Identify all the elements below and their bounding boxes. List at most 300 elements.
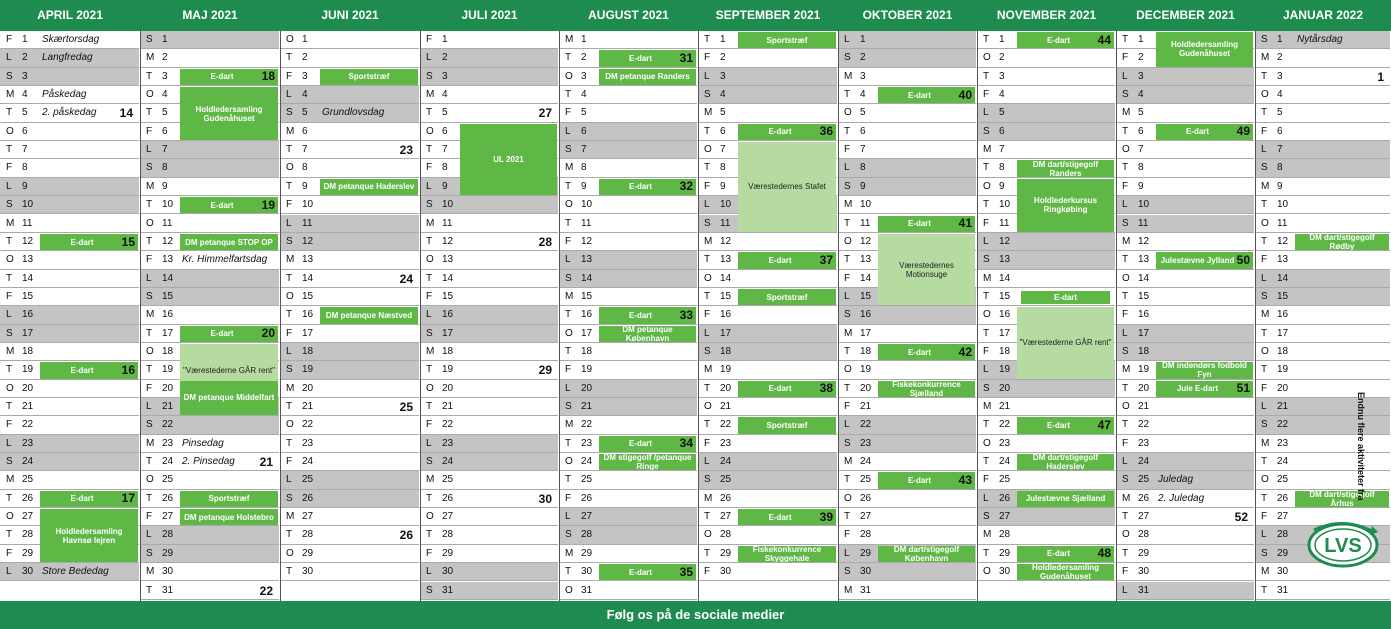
day-row[interactable]: [280, 325, 419, 343]
day-row[interactable]: [559, 288, 697, 306]
day-row[interactable]: [0, 270, 139, 288]
day-row[interactable]: [1116, 196, 1254, 214]
day-row[interactable]: [280, 343, 419, 361]
day-row[interactable]: [838, 178, 976, 196]
event-block[interactable]: [599, 179, 696, 195]
day-row[interactable]: [420, 233, 558, 251]
day-row[interactable]: [1116, 86, 1254, 104]
day-row[interactable]: [838, 141, 976, 159]
event-block[interactable]: [599, 564, 696, 580]
day-row[interactable]: [698, 471, 837, 489]
day-row[interactable]: [0, 31, 139, 49]
event-block[interactable]: [1017, 417, 1114, 433]
day-row[interactable]: [838, 159, 976, 177]
day-row[interactable]: [559, 215, 697, 233]
event-block[interactable]: [1017, 160, 1114, 176]
day-row[interactable]: [280, 380, 419, 398]
day-row[interactable]: [838, 582, 976, 600]
day-row[interactable]: [1255, 159, 1390, 177]
day-row[interactable]: [977, 49, 1115, 67]
day-row[interactable]: [140, 288, 279, 306]
day-row[interactable]: [420, 49, 558, 67]
day-row[interactable]: [1116, 68, 1254, 86]
day-row[interactable]: [420, 104, 558, 122]
day-row[interactable]: [1116, 343, 1254, 361]
day-row[interactable]: [1255, 306, 1390, 324]
day-row[interactable]: [698, 343, 837, 361]
day-row[interactable]: [1255, 361, 1390, 379]
event-block[interactable]: [599, 436, 696, 452]
day-row[interactable]: [140, 141, 279, 159]
event-block[interactable]: [738, 252, 836, 268]
day-row[interactable]: [280, 490, 419, 508]
day-row[interactable]: [420, 453, 558, 471]
day-row[interactable]: [1255, 251, 1390, 269]
day-row[interactable]: [1116, 159, 1254, 177]
day-row[interactable]: [0, 86, 139, 104]
day-row[interactable]: [0, 453, 139, 471]
day-row[interactable]: [698, 68, 837, 86]
event-block[interactable]: [1017, 179, 1114, 232]
day-row[interactable]: [1255, 196, 1390, 214]
day-row[interactable]: [420, 215, 558, 233]
event-label: DM petanque København: [622, 325, 673, 342]
day-row[interactable]: [280, 49, 419, 67]
day-row[interactable]: [977, 435, 1115, 453]
event-block[interactable]: [1295, 234, 1389, 250]
day-row[interactable]: [698, 233, 837, 251]
day-row[interactable]: [559, 123, 697, 141]
day-row[interactable]: [0, 306, 139, 324]
day-row[interactable]: [0, 325, 139, 343]
event-block[interactable]: [320, 179, 418, 195]
day-row[interactable]: [1255, 582, 1390, 600]
day-row[interactable]: [420, 196, 558, 214]
day-row[interactable]: [1255, 141, 1390, 159]
week-number: 1: [1377, 69, 1384, 84]
day-row[interactable]: [280, 563, 419, 581]
day-row[interactable]: [559, 31, 697, 49]
day-row[interactable]: [140, 435, 279, 453]
day-row[interactable]: [140, 270, 279, 288]
day-row[interactable]: [1116, 582, 1254, 600]
event-block[interactable]: [180, 87, 278, 140]
event-block[interactable]: [180, 326, 278, 342]
day-number: 23: [720, 437, 732, 449]
day-row[interactable]: [1255, 86, 1390, 104]
day-row[interactable]: [838, 104, 976, 122]
day-row[interactable]: [0, 288, 139, 306]
day-row[interactable]: [838, 563, 976, 581]
day-row[interactable]: [140, 453, 279, 471]
day-row[interactable]: [838, 508, 976, 526]
day-row[interactable]: [420, 526, 558, 544]
day-row[interactable]: [838, 123, 976, 141]
day-row[interactable]: [559, 526, 697, 544]
day-row[interactable]: [838, 435, 976, 453]
day-row[interactable]: [1116, 453, 1254, 471]
day-row[interactable]: [1116, 545, 1254, 563]
event-block[interactable]: [878, 472, 975, 488]
day-row[interactable]: [559, 490, 697, 508]
day-row[interactable]: [977, 86, 1115, 104]
day-row[interactable]: [1116, 233, 1254, 251]
day-row[interactable]: [1116, 398, 1254, 416]
day-row[interactable]: [977, 68, 1115, 86]
day-row[interactable]: [0, 49, 139, 67]
lvs-logo[interactable]: [1306, 520, 1380, 570]
weekday-letter: M: [1261, 566, 1270, 578]
day-row[interactable]: [0, 123, 139, 141]
day-row[interactable]: [698, 325, 837, 343]
day-row[interactable]: [559, 380, 697, 398]
day-row[interactable]: [1116, 288, 1254, 306]
day-row[interactable]: [1255, 288, 1390, 306]
event-block[interactable]: [320, 69, 418, 85]
day-row[interactable]: [140, 582, 279, 600]
day-row[interactable]: [698, 49, 837, 67]
day-row[interactable]: [280, 251, 419, 269]
day-row[interactable]: [1116, 270, 1254, 288]
day-row[interactable]: [1116, 435, 1254, 453]
event-block[interactable]: [878, 546, 975, 562]
day-row[interactable]: [280, 104, 419, 122]
day-number: 14: [22, 272, 34, 284]
day-row[interactable]: [1116, 471, 1254, 489]
day-row[interactable]: [1116, 178, 1254, 196]
event-block[interactable]: [40, 234, 138, 250]
day-row[interactable]: [1255, 123, 1390, 141]
day-row[interactable]: [420, 68, 558, 86]
event-block[interactable]: [1017, 564, 1114, 580]
day-row[interactable]: [1255, 31, 1390, 49]
event-block[interactable]: [878, 216, 975, 232]
day-row[interactable]: [280, 86, 419, 104]
day-row[interactable]: [140, 178, 279, 196]
day-row[interactable]: [838, 453, 976, 471]
day-row[interactable]: [1255, 270, 1390, 288]
day-row[interactable]: [420, 251, 558, 269]
day-row[interactable]: [280, 435, 419, 453]
weekday-letter: T: [1122, 125, 1129, 137]
day-row[interactable]: [559, 159, 697, 177]
day-row[interactable]: [559, 104, 697, 122]
day-row[interactable]: [838, 526, 976, 544]
day-row[interactable]: [0, 416, 139, 434]
day-row[interactable]: [1116, 526, 1254, 544]
day-row[interactable]: [698, 435, 837, 453]
day-row[interactable]: [280, 508, 419, 526]
day-row[interactable]: [698, 270, 837, 288]
day-row[interactable]: [140, 159, 279, 177]
event-block[interactable]: [180, 509, 278, 525]
day-row[interactable]: [420, 582, 558, 600]
event-block[interactable]: [878, 381, 975, 397]
day-row[interactable]: [698, 563, 837, 581]
day-row[interactable]: [838, 325, 976, 343]
day-row[interactable]: [698, 104, 837, 122]
day-row[interactable]: [838, 31, 976, 49]
day-row[interactable]: [698, 398, 837, 416]
event-block[interactable]: [738, 32, 836, 48]
day-row[interactable]: [977, 398, 1115, 416]
day-number: 21: [302, 401, 314, 412]
day-row[interactable]: [838, 416, 976, 434]
day-row[interactable]: [559, 508, 697, 526]
weekday-letter: T: [6, 492, 13, 504]
event-block[interactable]: [878, 87, 975, 103]
day-number: 7: [22, 144, 28, 156]
day-row[interactable]: [280, 416, 419, 434]
day-row[interactable]: [1255, 49, 1390, 67]
day-row[interactable]: [977, 270, 1115, 288]
day-row[interactable]: [838, 68, 976, 86]
day-row[interactable]: [420, 508, 558, 526]
day-row[interactable]: [0, 159, 139, 177]
day-row[interactable]: [559, 196, 697, 214]
day-row[interactable]: [0, 215, 139, 233]
day-row[interactable]: [0, 196, 139, 214]
day-row[interactable]: [1255, 104, 1390, 122]
day-row[interactable]: [140, 416, 279, 434]
day-row[interactable]: [977, 526, 1115, 544]
event-block[interactable]: [1156, 32, 1253, 67]
day-row[interactable]: [280, 453, 419, 471]
day-row[interactable]: [420, 343, 558, 361]
event-block[interactable]: [40, 509, 138, 562]
day-row[interactable]: [1116, 416, 1254, 434]
day-row[interactable]: [977, 471, 1115, 489]
day-row[interactable]: [838, 490, 976, 508]
day-row[interactable]: [280, 196, 419, 214]
day-row[interactable]: [280, 471, 419, 489]
day-row[interactable]: [559, 582, 697, 600]
day-row[interactable]: [0, 141, 139, 159]
day-row[interactable]: [1255, 325, 1390, 343]
day-row[interactable]: [559, 471, 697, 489]
event-week-number: 42: [958, 344, 972, 359]
event-block[interactable]: [320, 307, 418, 323]
event-block[interactable]: [1156, 381, 1253, 397]
day-number: 22: [162, 419, 174, 431]
event-block[interactable]: [40, 362, 138, 378]
day-row[interactable]: [0, 398, 139, 416]
event-block[interactable]: [738, 546, 836, 562]
day-row[interactable]: [0, 178, 139, 196]
day-row[interactable]: [1116, 215, 1254, 233]
event-block[interactable]: [738, 381, 836, 397]
event-week-number: 44: [1097, 32, 1111, 47]
day-row[interactable]: [977, 508, 1115, 526]
day-row[interactable]: [140, 251, 279, 269]
day-row[interactable]: [280, 288, 419, 306]
day-row[interactable]: [559, 545, 697, 563]
event-block[interactable]: [1021, 291, 1110, 304]
day-row[interactable]: [977, 233, 1115, 251]
day-row[interactable]: [838, 306, 976, 324]
day-row[interactable]: [420, 563, 558, 581]
week-number: 25: [399, 400, 413, 414]
day-row[interactable]: [280, 526, 419, 544]
event-block[interactable]: [1017, 32, 1114, 48]
day-row[interactable]: [1116, 325, 1254, 343]
day-row[interactable]: [559, 233, 697, 251]
event-block[interactable]: [738, 142, 836, 232]
day-row[interactable]: [420, 288, 558, 306]
day-row[interactable]: [1116, 490, 1254, 508]
day-row[interactable]: [559, 270, 697, 288]
footer-banner[interactable]: [0, 601, 1391, 629]
day-row[interactable]: [1255, 215, 1390, 233]
day-row[interactable]: [838, 49, 976, 67]
day-row[interactable]: [977, 104, 1115, 122]
day-row[interactable]: [977, 251, 1115, 269]
day-row[interactable]: [420, 31, 558, 49]
event-block[interactable]: [599, 454, 696, 470]
event-block[interactable]: [878, 234, 975, 305]
day-row[interactable]: [280, 123, 419, 141]
day-row[interactable]: [698, 526, 837, 544]
day-row[interactable]: [1255, 343, 1390, 361]
day-row[interactable]: [0, 68, 139, 86]
day-row[interactable]: [0, 435, 139, 453]
day-row[interactable]: [559, 141, 697, 159]
event-block[interactable]: [599, 326, 696, 342]
month-title: MAJ 2021: [182, 8, 238, 22]
day-row[interactable]: [1116, 306, 1254, 324]
day-number: 26: [1277, 492, 1289, 504]
event-block[interactable]: [599, 69, 696, 85]
day-row[interactable]: [1116, 563, 1254, 581]
day-row[interactable]: [420, 416, 558, 434]
day-row[interactable]: [420, 306, 558, 324]
day-row[interactable]: [698, 306, 837, 324]
event-block[interactable]: [738, 124, 836, 140]
day-row[interactable]: [0, 563, 139, 581]
day-row[interactable]: [420, 490, 558, 508]
weekday-letter: O: [6, 511, 14, 523]
day-row[interactable]: [977, 123, 1115, 141]
day-row[interactable]: [0, 380, 139, 398]
day-row[interactable]: [280, 141, 419, 159]
weekday-letter: F: [426, 162, 433, 174]
event-block[interactable]: [180, 197, 278, 213]
day-row[interactable]: [140, 545, 279, 563]
day-row[interactable]: [420, 361, 558, 379]
event-block[interactable]: [1156, 362, 1253, 378]
day-row[interactable]: [140, 471, 279, 489]
day-row[interactable]: [559, 343, 697, 361]
day-row[interactable]: [140, 215, 279, 233]
day-row[interactable]: [420, 380, 558, 398]
event-block[interactable]: [1017, 454, 1114, 470]
day-row[interactable]: [140, 306, 279, 324]
day-row[interactable]: [420, 398, 558, 416]
day-row[interactable]: [280, 31, 419, 49]
day-number: 18: [999, 345, 1011, 357]
day-row[interactable]: [698, 453, 837, 471]
day-row[interactable]: [1116, 508, 1254, 526]
event-block[interactable]: [180, 491, 278, 507]
day-row[interactable]: [698, 361, 837, 379]
day-row[interactable]: [559, 416, 697, 434]
event-block[interactable]: [738, 509, 836, 525]
day-row[interactable]: [420, 86, 558, 104]
day-row[interactable]: [0, 104, 139, 122]
event-block[interactable]: [1017, 491, 1114, 507]
day-row[interactable]: [140, 49, 279, 67]
day-number: 14: [302, 272, 314, 284]
event-block[interactable]: [180, 234, 278, 250]
day-row[interactable]: [698, 490, 837, 508]
day-row[interactable]: [698, 86, 837, 104]
day-row[interactable]: [559, 86, 697, 104]
day-number: 18: [442, 345, 454, 357]
day-row[interactable]: [280, 270, 419, 288]
event-block[interactable]: [180, 69, 278, 85]
day-row[interactable]: [838, 398, 976, 416]
day-row[interactable]: [977, 380, 1115, 398]
event-block[interactable]: [180, 381, 278, 416]
event-block[interactable]: [40, 491, 138, 507]
day-row[interactable]: [1255, 178, 1390, 196]
day-row[interactable]: [838, 196, 976, 214]
day-row[interactable]: [0, 343, 139, 361]
day-row[interactable]: [420, 270, 558, 288]
day-row[interactable]: [140, 31, 279, 49]
event-block[interactable]: [1017, 307, 1114, 378]
event-label: E-dart: [1046, 421, 1071, 431]
day-row[interactable]: [1116, 104, 1254, 122]
event-block[interactable]: [1156, 252, 1253, 268]
day-row[interactable]: [140, 563, 279, 581]
day-row[interactable]: [0, 471, 139, 489]
day-row[interactable]: [280, 159, 419, 177]
day-row[interactable]: [280, 233, 419, 251]
event-block[interactable]: [738, 417, 836, 433]
day-row[interactable]: [559, 361, 697, 379]
day-number: 22: [860, 419, 872, 431]
day-row[interactable]: [838, 361, 976, 379]
day-number: 3: [442, 70, 448, 82]
day-row[interactable]: [280, 215, 419, 233]
event-block[interactable]: [878, 344, 975, 360]
event-block[interactable]: [1156, 124, 1253, 140]
day-row[interactable]: [559, 398, 697, 416]
day-row[interactable]: [420, 545, 558, 563]
day-row[interactable]: [0, 251, 139, 269]
day-number: 13: [162, 254, 174, 266]
day-row[interactable]: [420, 435, 558, 453]
day-row[interactable]: [280, 398, 419, 416]
weekday-letter: M: [983, 529, 992, 541]
day-row[interactable]: [420, 471, 558, 489]
day-row[interactable]: [1116, 141, 1254, 159]
day-number: 3: [1277, 70, 1283, 82]
event-block[interactable]: [599, 307, 696, 323]
event-block[interactable]: [460, 124, 557, 195]
day-row[interactable]: [1255, 68, 1390, 86]
event-block[interactable]: [1017, 546, 1114, 562]
event-block[interactable]: [599, 50, 696, 66]
day-row[interactable]: [280, 361, 419, 379]
day-row[interactable]: [420, 325, 558, 343]
day-row[interactable]: [977, 141, 1115, 159]
event-block[interactable]: [738, 289, 836, 305]
day-row[interactable]: [140, 526, 279, 544]
day-row[interactable]: [280, 545, 419, 563]
day-row[interactable]: [559, 251, 697, 269]
